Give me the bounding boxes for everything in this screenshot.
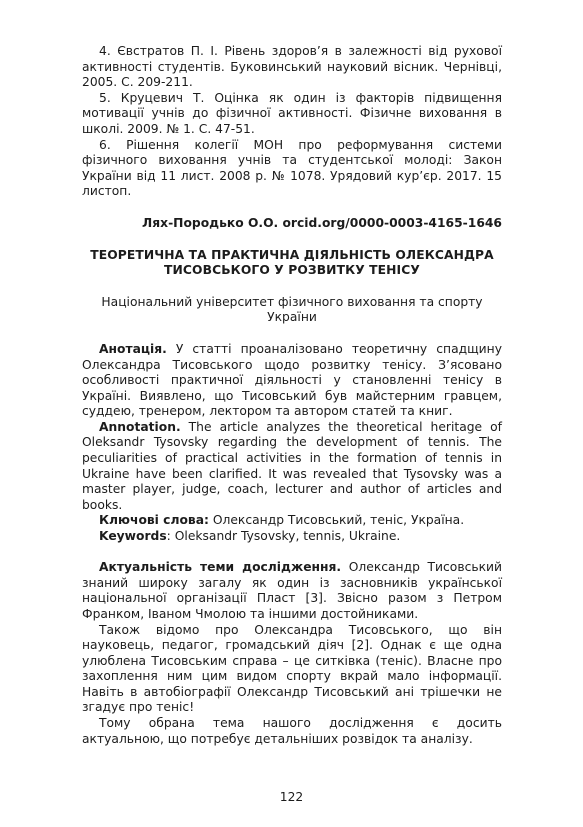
relevance-text: Олександр Тисовський знаний широку загалу як один із засновників української національної організації Пласт [3]. Звісно разом з Петром Франком, Іваном Чмолою та іншими достойниками.: [82, 560, 502, 621]
body-paragraph: Також відомо про Олександра Тисовського, що він науковець, педагог, громадський діяч [2]. Однак є ще одна улюблена Тисовським справа – це ситківка (теніс). Власне про захоплення ним цим видом спорту вкрай мало інформації. Навіть в автобіографії Олександр Тисовський ані трішечки не згадує про теніс!: [82, 622, 502, 715]
keywords-english-label: Keywords: [99, 529, 167, 544]
relevance-paragraph: [82, 560, 502, 622]
affiliation-line-2: України: [267, 310, 317, 325]
affiliation-line-1: Національний університет фізичного виховання та спорту: [101, 294, 483, 309]
author-orcid-line: Лях-Породько О.О. orcid.org/0000-0003-4165-1646: [142, 215, 502, 230]
reference-item-4: 4. Євстратов П. І. Рівень здоров’я в залежності від рухової активності студентів. Буковинський науковий вісник. Чернівці, 2005. С. 209-211.: [82, 44, 502, 90]
keywords-ukrainian-text: Олександр Тисовський, теніс, Україна.: [208, 513, 465, 528]
section-spacer: [82, 545, 502, 561]
annotation-english: [82, 420, 502, 514]
affiliation: [82, 295, 502, 326]
annotation-english-text: The article analyzes the theoretical heritage of Oleksandr Tysovsky regarding the development of tennis. The peculiarities of practical activities in the formation of tennis in Ukraine have been clarified. It was revealed that Tysovsky was a master player, judge, coach, lecturer and author of articles and books.: [82, 419, 502, 512]
reference-item-5: 5. Круцевич Т. Оцінка як один із факторів підвищення мотивації учнів до фізичної активності. Фізичне виховання в школі. 2009. № 1. С. 47-51.: [82, 90, 502, 136]
page-number: 122: [279, 790, 304, 804]
keywords-english-text: : Oleksandr Tysovsky, tennis, Ukraine.: [166, 529, 401, 544]
annotation-ukrainian-text: У статті проаналізовано теоретичну спадщину Олександра Тисовського щодо розвитку тенісу. З’ясовано особливості практичної діяльності у становленні тенісу в Україні. Виявлено, що Тисовський був майстерним гравцем, суддею, тренером, лектором та автором статей та книг.: [82, 341, 502, 419]
keywords-english: [82, 529, 502, 545]
keywords-ukrainian: [82, 513, 502, 529]
reference-list: [82, 44, 502, 200]
article-title-line-1: ТЕОРЕТИЧНА ТА ПРАКТИЧНА ДІЯЛЬНІСТЬ ОЛЕКСАНДРА: [90, 247, 494, 262]
body-section: [82, 560, 502, 747]
annotation-ukrainian: [82, 342, 502, 420]
article-title: [82, 248, 502, 279]
article-title-line-2: ТИСОВСЬКОГО У РОЗВИТКУ ТЕНІСУ: [164, 263, 420, 278]
keywords-ukrainian-label: Ключові слова:: [99, 513, 209, 528]
body-paragraph: Тому обрана тема нашого дослідження є досить актуальною, що потребує детальніших розвідок та аналізу.: [82, 716, 502, 746]
abstract-section: [82, 342, 502, 545]
relevance-label: Актуальність теми дослідження.: [99, 560, 342, 575]
annotation-ukrainian-label: Анотація.: [99, 341, 167, 356]
reference-item-6: 6. Рішення колегії МОН про реформування системи фізичного виховання учнів та студентської молоді: Закон України від 11 лист. 2008 р. № 1078. Урядовий кур’єр. 2017. 15 листоп.: [82, 137, 502, 199]
annotation-english-label: Annotation.: [99, 419, 181, 434]
